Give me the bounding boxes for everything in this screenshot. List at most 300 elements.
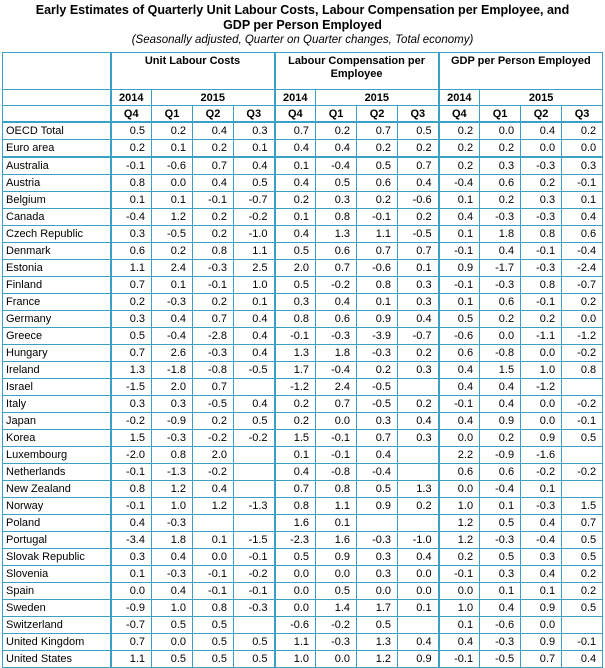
value-cell: -0.3 [480,277,521,294]
value-cell: 0.4 [398,634,439,651]
value-cell: 1.4 [316,600,357,617]
value-cell: 0.1 [234,294,275,311]
country-name: Australia [3,157,111,175]
value-cell: 0.7 [193,311,234,328]
value-cell: 0.3 [357,566,398,583]
value-cell: 0.1 [275,209,316,226]
value-cell: -0.8 [193,362,234,379]
value-cell: 0.2 [275,396,316,413]
value-cell: -0.4 [111,209,152,226]
value-cell: 0.4 [111,515,152,532]
value-cell: 0.5 [234,413,275,430]
value-cell: 0.4 [562,651,603,668]
value-cell: 0.9 [439,260,480,277]
value-cell: 1.0 [275,651,316,668]
value-cell: 0.0 [521,617,562,634]
value-cell: -1.6 [521,447,562,464]
value-cell: 0.5 [275,549,316,566]
value-cell: 0.2 [357,362,398,379]
value-cell: 0.5 [234,651,275,668]
country-name: Poland [3,515,111,532]
country-name: Slovenia [3,566,111,583]
value-cell: 0.4 [234,157,275,175]
quarter-header: Q1 [152,106,193,123]
value-cell: 0.1 [193,532,234,549]
value-cell: 0.5 [193,651,234,668]
value-cell: -0.2 [193,430,234,447]
value-cell: -0.3 [193,345,234,362]
value-cell: -0.3 [193,260,234,277]
value-cell: 0.1 [439,226,480,243]
value-cell [234,617,275,634]
table-row [3,600,603,617]
country-name: United States [3,651,111,668]
table-row [3,515,603,532]
value-cell: -0.1 [193,277,234,294]
value-cell: 0.4 [480,243,521,260]
year-2014-lce: 2014 [275,90,316,106]
value-cell: -0.4 [152,328,193,345]
value-cell: 0.0 [439,430,480,447]
value-cell: 1.1 [111,651,152,668]
value-cell: 0.1 [111,192,152,209]
value-cell: -0.2 [193,464,234,481]
value-cell: 0.4 [480,396,521,413]
value-cell: -2.8 [193,328,234,345]
value-cell: 0.9 [398,651,439,668]
quarter-header: Q2 [357,106,398,123]
value-cell: -0.7 [562,277,603,294]
value-cell: 0.2 [193,226,234,243]
value-cell: 0.6 [480,464,521,481]
value-cell: 1.2 [152,481,193,498]
value-cell: 0.3 [480,157,521,175]
value-cell: -1.5 [111,379,152,396]
value-cell: -1.2 [275,379,316,396]
value-cell: 0.6 [357,175,398,192]
country-name: Czech Republic [3,226,111,243]
value-cell: 0.8 [275,311,316,328]
value-cell: -0.5 [152,226,193,243]
value-cell: 1.2 [152,209,193,226]
value-cell [562,617,603,634]
value-cell [562,379,603,396]
value-cell: 0.2 [562,294,603,311]
value-cell: 2.0 [152,379,193,396]
value-cell: 0.1 [152,192,193,209]
value-cell: 0.2 [398,209,439,226]
value-cell: -0.3 [152,430,193,447]
table-row [3,379,603,396]
value-cell: -0.6 [439,328,480,345]
value-cell: -0.4 [439,175,480,192]
quarter-header: Q3 [562,106,603,123]
value-cell: 0.0 [398,566,439,583]
value-cell: -0.3 [152,294,193,311]
value-cell: 0.2 [316,122,357,140]
value-cell: 1.5 [480,362,521,379]
value-cell: 0.9 [521,600,562,617]
value-cell: 0.1 [439,294,480,311]
value-cell: 0.1 [152,277,193,294]
value-cell: 0.4 [316,294,357,311]
value-cell: 0.2 [480,140,521,158]
value-cell: -0.6 [275,617,316,634]
table-row [3,549,603,566]
value-cell: 2.4 [316,379,357,396]
quarter-header: Q1 [316,106,357,123]
value-cell: 0.4 [398,175,439,192]
value-cell: 0.7 [111,277,152,294]
value-cell: 0.3 [562,157,603,175]
table-row [3,430,603,447]
table-row [3,311,603,328]
value-cell: 0.0 [316,566,357,583]
value-cell: -0.3 [521,498,562,515]
group-header-ulc: Unit Labour Costs [111,53,275,90]
value-cell: 0.4 [439,379,480,396]
value-cell: 0.9 [357,498,398,515]
value-cell: 0.4 [234,328,275,345]
value-cell: 0.2 [480,311,521,328]
value-cell: 0.1 [152,140,193,158]
table-row [3,583,603,600]
country-name: United Kingdom [3,634,111,651]
value-cell: 0.1 [398,260,439,277]
value-cell: 0.7 [316,396,357,413]
value-cell: 0.6 [480,175,521,192]
value-cell: 0.2 [193,209,234,226]
table-row [3,413,603,430]
value-cell: 0.3 [111,549,152,566]
value-cell: 2.6 [152,345,193,362]
value-cell: -2.4 [562,260,603,277]
table-title [0,0,605,33]
value-cell: 0.0 [439,481,480,498]
table-row [3,226,603,243]
value-cell: -1.0 [398,532,439,549]
value-cell: 0.1 [480,498,521,515]
value-cell: 0.8 [193,600,234,617]
value-cell: 2.4 [152,260,193,277]
value-cell: -1.2 [562,328,603,345]
value-cell: 1.6 [316,532,357,549]
group-header-lce: Labour Compensation per Employee [275,53,439,90]
value-cell: -0.1 [111,464,152,481]
value-cell: 0.8 [111,481,152,498]
value-cell [398,379,439,396]
value-cell: 0.0 [316,651,357,668]
value-cell: 1.8 [152,532,193,549]
value-cell: 0.8 [357,277,398,294]
value-cell: 1.0 [439,600,480,617]
value-cell: 0.4 [439,413,480,430]
value-cell: -0.1 [275,328,316,345]
value-cell: -0.4 [521,532,562,549]
value-cell: 0.4 [398,311,439,328]
value-cell: -0.1 [521,243,562,260]
value-cell: 0.0 [398,583,439,600]
value-cell: -0.9 [152,413,193,430]
value-cell: 0.6 [316,243,357,260]
value-cell: -0.4 [562,243,603,260]
value-cell: 0.1 [275,447,316,464]
value-cell: -1.7 [480,260,521,277]
country-name: Italy [3,396,111,413]
value-cell: 0.5 [193,634,234,651]
country-name: Finland [3,277,111,294]
value-cell: 0.4 [480,600,521,617]
value-cell [234,447,275,464]
value-cell: 1.8 [480,226,521,243]
value-cell: 0.0 [562,311,603,328]
table-row [3,362,603,379]
value-cell: 1.2 [357,651,398,668]
value-cell: 0.6 [562,226,603,243]
value-cell: 0.2 [152,122,193,140]
value-cell: 0.1 [439,192,480,209]
value-cell: 0.4 [398,549,439,566]
year-2014-gdp: 2014 [439,90,480,106]
value-cell: 0.5 [152,651,193,668]
value-cell: 0.2 [439,140,480,158]
value-cell: -0.1 [562,413,603,430]
country-name: Switzerland [3,617,111,634]
country-name: Greece [3,328,111,345]
value-cell: 1.7 [275,362,316,379]
value-cell: 0.3 [398,277,439,294]
value-cell: -0.4 [316,362,357,379]
quarter-header: Q4 [111,106,152,123]
value-cell: 0.2 [275,192,316,209]
value-cell: 0.0 [357,583,398,600]
value-cell: 0.2 [439,157,480,175]
value-cell: -0.1 [111,157,152,175]
value-cell: 0.5 [439,311,480,328]
value-cell: 0.8 [562,362,603,379]
value-cell: 0.4 [234,345,275,362]
corner-blank-3 [3,106,111,123]
value-cell: 0.5 [234,175,275,192]
table-row [3,464,603,481]
value-cell: 0.2 [152,243,193,260]
value-cell: 0.4 [439,209,480,226]
value-cell: 0.2 [193,413,234,430]
value-cell: 0.5 [316,583,357,600]
value-cell: -1.3 [152,464,193,481]
value-cell: -0.2 [316,617,357,634]
value-cell: 0.7 [275,122,316,140]
value-cell: 0.3 [398,294,439,311]
country-name: Canada [3,209,111,226]
value-cell: 0.1 [439,617,480,634]
value-cell [398,447,439,464]
value-cell: 0.1 [480,583,521,600]
value-cell: 0.2 [439,549,480,566]
value-cell: -0.2 [234,430,275,447]
value-cell: 0.0 [521,345,562,362]
value-cell: 0.2 [357,140,398,158]
value-cell: -0.1 [439,566,480,583]
value-cell: 0.7 [357,430,398,447]
table-row [3,157,603,175]
value-cell: 0.0 [152,634,193,651]
value-cell: -0.2 [562,464,603,481]
value-cell: 1.1 [111,260,152,277]
value-cell: -2.0 [111,447,152,464]
country-name: New Zealand [3,481,111,498]
value-cell: 0.4 [521,122,562,140]
year-2014-ulc: 2014 [111,90,152,106]
table-row [3,192,603,209]
table-row [3,481,603,498]
value-cell: -0.1 [193,192,234,209]
value-cell: 1.0 [152,600,193,617]
value-cell: -0.1 [193,583,234,600]
table-row [3,243,603,260]
value-cell: 1.2 [439,532,480,549]
value-cell: -0.1 [111,498,152,515]
value-cell: 1.0 [521,362,562,379]
value-cell: -0.1 [439,651,480,668]
value-cell: 0.7 [357,122,398,140]
value-cell: -0.4 [357,464,398,481]
value-cell: 0.0 [275,600,316,617]
value-cell: 1.1 [316,498,357,515]
value-cell: 1.7 [357,600,398,617]
value-cell: -0.3 [316,634,357,651]
value-cell: 0.0 [562,140,603,158]
country-name: Korea [3,430,111,447]
value-cell: -0.1 [562,634,603,651]
value-cell: 0.4 [439,362,480,379]
value-cell: 0.8 [316,481,357,498]
corner-blank-1 [3,53,111,90]
value-cell: 2.2 [439,447,480,464]
value-cell: -0.1 [521,294,562,311]
value-cell: 0.4 [357,447,398,464]
country-name: Portugal [3,532,111,549]
value-cell: 0.7 [111,345,152,362]
country-name: Israel [3,379,111,396]
value-cell: -0.3 [152,515,193,532]
table-row [3,498,603,515]
value-cell: 0.2 [562,583,603,600]
value-cell: 0.1 [562,192,603,209]
year-2015-ulc: 2015 [152,90,275,106]
value-cell: 0.4 [398,413,439,430]
year-2015-gdp: 2015 [480,90,603,106]
quarter-header: Q3 [234,106,275,123]
value-cell: 0.3 [111,226,152,243]
value-cell: 0.4 [439,634,480,651]
value-cell: -3.4 [111,532,152,549]
value-cell: -0.7 [398,328,439,345]
table-row [3,175,603,192]
value-cell: 1.3 [316,226,357,243]
table-row [3,140,603,158]
value-cell: -0.4 [316,157,357,175]
value-cell: -0.5 [234,362,275,379]
value-cell: 0.7 [357,243,398,260]
value-cell: 0.1 [275,157,316,175]
value-cell: 0.7 [521,651,562,668]
value-cell: 1.2 [193,498,234,515]
value-cell: 0.6 [439,464,480,481]
value-cell [562,447,603,464]
value-cell: 0.7 [398,243,439,260]
value-cell: -0.1 [439,396,480,413]
value-cell: -0.3 [234,600,275,617]
value-cell: 1.6 [275,515,316,532]
value-cell: 1.3 [398,481,439,498]
value-cell: 0.9 [480,413,521,430]
value-cell: -0.2 [562,345,603,362]
country-name: Ireland [3,362,111,379]
value-cell: -0.5 [480,651,521,668]
value-cell [357,515,398,532]
value-cell: 0.0 [275,583,316,600]
value-cell: 1.3 [111,362,152,379]
value-cell: 0.6 [439,345,480,362]
value-cell: 0.5 [562,430,603,447]
table-subtitle: (Seasonally adjusted, Quarter on Quarter changes, Total economy) [131,34,474,46]
value-cell: 0.2 [193,140,234,158]
value-cell: -0.2 [521,464,562,481]
value-cell: 1.1 [234,243,275,260]
value-cell: 0.8 [316,209,357,226]
value-cell: 0.1 [234,140,275,158]
value-cell [193,515,234,532]
value-cell: -0.1 [439,277,480,294]
value-cell: -0.1 [439,243,480,260]
title-line-1: Early Estimates of Quarterly Unit Labour Costs, Labour Compensation per Employee, and [35,3,570,17]
value-cell: 0.2 [111,140,152,158]
value-cell: 1.1 [275,634,316,651]
value-cell: 0.7 [193,379,234,396]
value-cell: -0.2 [562,396,603,413]
value-cell: -0.6 [480,617,521,634]
year-2015-lce: 2015 [316,90,439,106]
value-cell: 0.3 [357,413,398,430]
value-cell: -0.6 [152,157,193,175]
value-cell: 1.0 [234,277,275,294]
value-cell: 0.0 [316,413,357,430]
value-cell: 0.7 [398,157,439,175]
value-cell: 0.4 [234,396,275,413]
value-cell [398,617,439,634]
estimates-table [2,52,603,668]
quarter-header: Q2 [521,106,562,123]
value-cell: 0.5 [111,328,152,345]
value-cell: -0.9 [480,447,521,464]
value-cell [562,481,603,498]
value-cell: -0.7 [234,192,275,209]
value-cell: 1.3 [275,345,316,362]
value-cell: 0.2 [398,498,439,515]
value-cell: 0.0 [152,175,193,192]
value-cell: 0.3 [152,396,193,413]
value-cell [398,515,439,532]
value-cell: 0.0 [521,396,562,413]
value-cell: -0.3 [521,157,562,175]
value-cell: -0.1 [562,175,603,192]
value-cell: 0.0 [193,549,234,566]
table-row [3,617,603,634]
value-cell: 0.3 [480,566,521,583]
value-cell: 0.2 [521,311,562,328]
value-cell: 0.4 [193,481,234,498]
